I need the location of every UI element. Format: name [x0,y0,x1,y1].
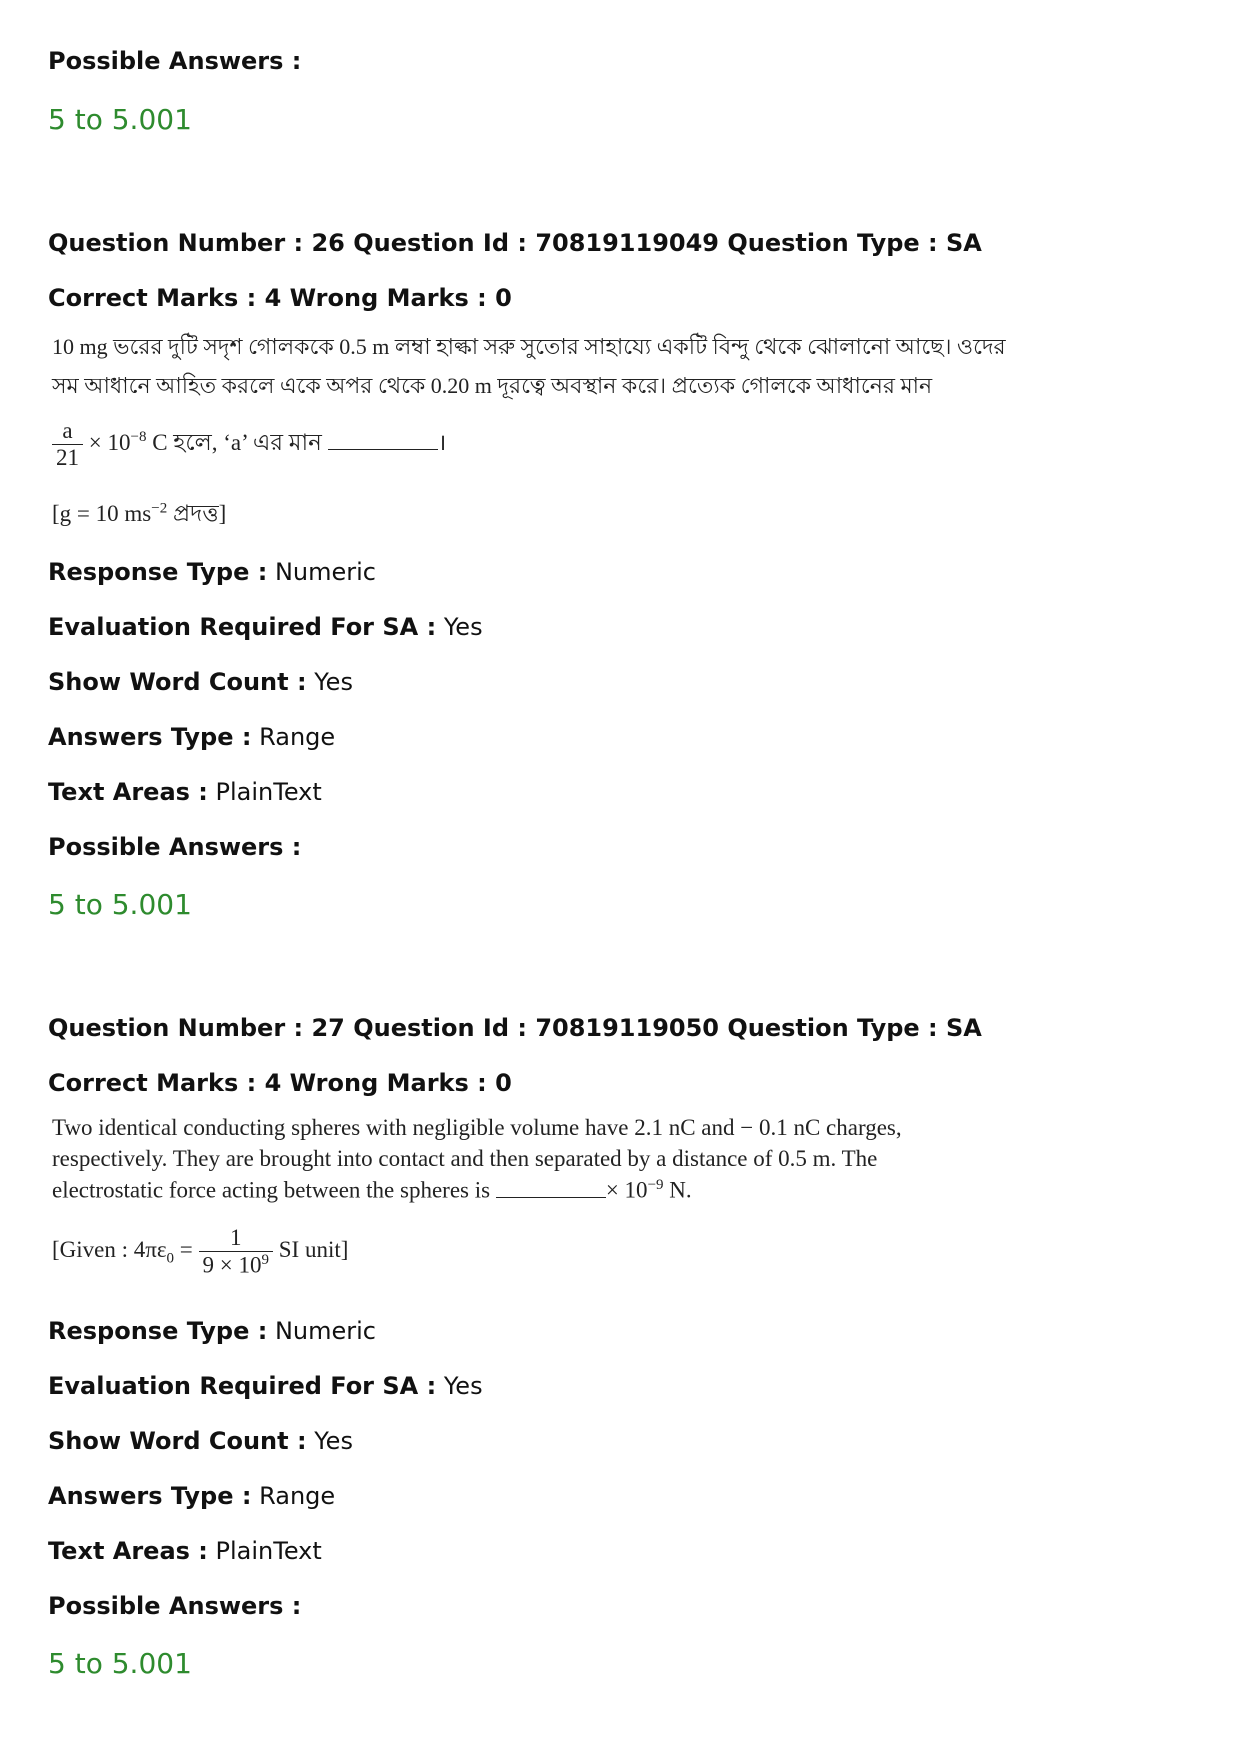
field-value: Yes [314,1427,353,1455]
response-type-row [48,1316,376,1346]
question-text-line: respectively. They are brought into contact and then separated by a distance of 0.5 m. The [52,1146,878,1171]
evaluation-row [48,1371,483,1401]
question-header: Question Number : 26 Question Id : 70819119049 Question Type : SA [48,229,982,257]
field-label: Show Word Count : [48,668,307,696]
question-text: electrostatic force acting between the spheres is [52,1177,491,1203]
field-value: Numeric [274,1317,376,1345]
given-text: প্রদত্ত] [167,501,227,526]
field-label: Text Areas : [48,778,208,806]
marks-line: Correct Marks : 4 Wrong Marks : 0 [48,284,512,312]
given-text: [g = 10 ms [52,501,152,526]
possible-answer-value: 5 to 5.001 [48,1647,192,1680]
possible-answers-label: Possible Answers : [48,47,302,75]
field-label: Answers Type : [48,1482,252,1510]
question-text-line [52,1177,692,1204]
field-label: Response Type : [48,1317,268,1345]
field-value: PlainText [215,1537,322,1565]
field-label: Response Type : [48,558,268,586]
field-label: Evaluation Required For SA : [48,613,437,641]
possible-answer-value: 5 to 5.001 [48,888,192,921]
text-areas-row [48,1536,322,1566]
exponent: −9 [647,1177,664,1193]
question-image [52,330,1006,535]
field-label: Text Areas : [48,1537,208,1565]
answers-type-row [48,722,335,752]
denominator-text: 9 × 10 [202,1252,262,1278]
field-value: Yes [443,613,483,641]
text-areas-row [48,777,322,807]
given-line [52,495,226,534]
expression-text: C হলে, ‘a’ এর মান [152,429,322,455]
question-expression [52,418,446,471]
exponent: 9 [261,1252,269,1268]
exponent: −8 [130,429,147,446]
possible-answers-label: Possible Answers : [48,1592,302,1620]
given-text: [Given : 4πε [52,1237,167,1263]
answer-blank [328,449,438,450]
question-text-line: সম আধানে আহিত করলে একে অপর থেকে 0.20 m দূরত্বে অবস্থান করে। প্রত্যেক গোলকে আধানের মান [52,373,933,398]
possible-answers-label: Possible Answers : [48,833,302,861]
exponent: −2 [151,500,168,517]
response-type-row [48,557,376,587]
field-value: PlainText [215,778,322,806]
question-text-line: Two identical conducting spheres with negligible volume have 2.1 nC and − 0.1 nC charges, [52,1115,902,1140]
possible-answer-value: 5 to 5.001 [48,103,192,136]
field-value: Range [259,723,336,751]
subscript: 0 [166,1250,175,1267]
given-text: = [174,1237,199,1263]
field-value: Yes [443,1372,483,1400]
fraction-denominator [199,1252,273,1279]
field-value: Yes [314,668,353,696]
expression-text: × 10 [88,429,131,455]
word-count-row [48,1426,353,1456]
question-text-line: 10 mg ভরের দুটি সদৃশ গোলককে 0.5 m লম্বা হাল্কা সরু সুতোর সাহায্যে একটি বিন্দু থেকে ঝোলানো আছে। ওদের [52,334,1006,359]
fraction-numerator: a [52,418,83,445]
expression-text: । [437,429,447,455]
fraction-denominator: 21 [56,445,79,470]
fraction [52,418,83,471]
field-value: Numeric [274,558,376,586]
answer-blank [496,1197,606,1198]
fraction-numerator: 1 [199,1225,273,1252]
question-header: Question Number : 27 Question Id : 70819119050 Question Type : SA [48,1014,982,1042]
field-label: Evaluation Required For SA : [48,1372,437,1400]
field-label: Show Word Count : [48,1427,307,1455]
field-value: Range [259,1482,336,1510]
question-text: × 10 [605,1177,648,1203]
answers-type-row [48,1481,335,1511]
question-image [52,1115,952,1300]
given-text: SI unit] [278,1237,349,1263]
question-text: N. [663,1177,692,1203]
fraction [199,1225,273,1279]
given-line [52,1225,348,1279]
word-count-row [48,667,353,697]
evaluation-row [48,612,483,642]
marks-line: Correct Marks : 4 Wrong Marks : 0 [48,1069,512,1097]
field-label: Answers Type : [48,723,252,751]
